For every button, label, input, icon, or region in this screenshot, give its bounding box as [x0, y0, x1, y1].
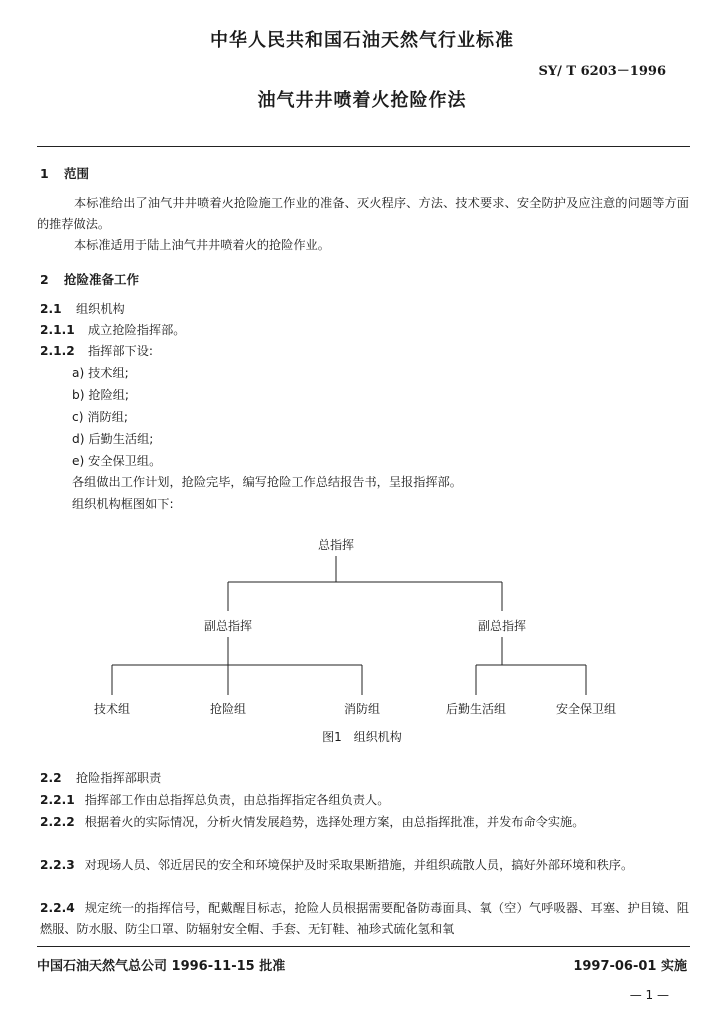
section-1-number: 1 [40, 166, 49, 181]
group-item-d: d) 后勤生活组; [72, 432, 154, 446]
org-node-deputy-right: 副总指挥 [477, 619, 526, 633]
approval-info: 中国石油天然气总公司 1996-11-15 批准 [37, 959, 286, 974]
group-item-e: e) 安全保卫组。 [72, 454, 162, 468]
clause-2-1-1-text: 成立抢险指挥部。 [88, 323, 186, 337]
section-2-title: 抢险准备工作 [64, 272, 140, 287]
section-1-title: 范围 [64, 166, 90, 181]
clause-2-1-2-text: 指挥部下设: [88, 344, 154, 358]
standard-category-title: 中华人民共和国石油天然气行业标准 [210, 30, 514, 51]
clause-2-2-3 [40, 855, 689, 876]
org-node-rescue-group: 抢险组 [209, 702, 246, 716]
clause-2-2-number: 2.2 [40, 771, 62, 785]
group-item-c: c) 消防组; [72, 410, 128, 424]
chart-intro-text: 组织机构框图如下: [72, 497, 174, 511]
clause-2-1-number: 2.1 [40, 302, 62, 316]
footer-rule [37, 946, 690, 947]
clause-2-2-2 [40, 812, 689, 833]
group-item-b: b) 抢险组; [72, 388, 130, 402]
effective-date: 1997-06-01 实施 [573, 959, 687, 974]
clause-2-1-1-number: 2.1.1 [40, 323, 75, 337]
section-2-number: 2 [40, 272, 49, 287]
clause-2-2-4 [40, 898, 689, 940]
org-node-security-group: 安全保卫组 [555, 702, 616, 716]
clause-2-2-4-number: 2.2.4 [40, 901, 75, 915]
clause-2-2-2-number: 2.2.2 [40, 815, 75, 829]
org-node-fire-group: 消防组 [343, 702, 380, 716]
org-node-commander: 总指挥 [317, 538, 354, 552]
clause-2-1-text: 组织机构 [76, 302, 125, 316]
clause-2-2-2-text: 根据着火的实际情况，分析火情发展趋势，选择处理方案，由总指挥批准，并发布命令实施。 [84, 815, 585, 829]
clause-2-2-4-text: 规定统一的指挥信号，配戴醒目标志，抢险人员根据需要配备防毒面具、氧（空）气呼吸器、耳塞、护目镜、阻燃服、防水服、防尘口罩、防辐射安全帽、手套、无钉鞋、袖珍式硫化氢和氧 [40, 901, 689, 936]
org-node-logistics-group: 后勤生活组 [445, 702, 506, 716]
org-node-deputy-left: 副总指挥 [203, 619, 252, 633]
clause-2-2-3-text: 对现场人员、邻近居民的安全和环境保护及时采取果断措施，并组织疏散人员，搞好外部环境和秩序。 [84, 858, 634, 872]
clause-2-2-1 [40, 790, 689, 811]
figure-caption: 图1 组织机构 [322, 730, 402, 744]
clause-2-2-1-number: 2.2.1 [40, 793, 75, 807]
standard-code: SY/ T 6203－1996 [538, 64, 666, 79]
clause-2-2-3-number: 2.2.3 [40, 858, 75, 872]
clause-2-2-1-text: 指挥部工作由总指挥总负责，由总指挥指定各组负责人。 [84, 793, 390, 807]
page-number: — 1 — [629, 988, 669, 1002]
work-plan-text: 各组做出工作计划，抢险完毕，编写抢险工作总结报告书，呈报指挥部。 [72, 475, 462, 489]
clause-2-2 [40, 768, 161, 788]
clause-2-2-text: 抢险指挥部职责 [76, 771, 162, 785]
section-1-para-2: 本标准适用于陆上油气井井喷着火的抢险作业。 [74, 238, 330, 252]
org-node-tech-group: 技术组 [93, 702, 130, 716]
section-1-para-1: 本标准给出了油气井井喷着火抢险施工作业的准备、灭火程序、方法、技术要求、安全防护及应注意的问题等方面的推荐做法。 [37, 196, 689, 231]
group-item-a: a) 技术组; [72, 366, 129, 380]
clause-2-1-2-number: 2.1.2 [40, 344, 75, 358]
document-title: 油气井井喷着火抢险作法 [257, 90, 467, 111]
